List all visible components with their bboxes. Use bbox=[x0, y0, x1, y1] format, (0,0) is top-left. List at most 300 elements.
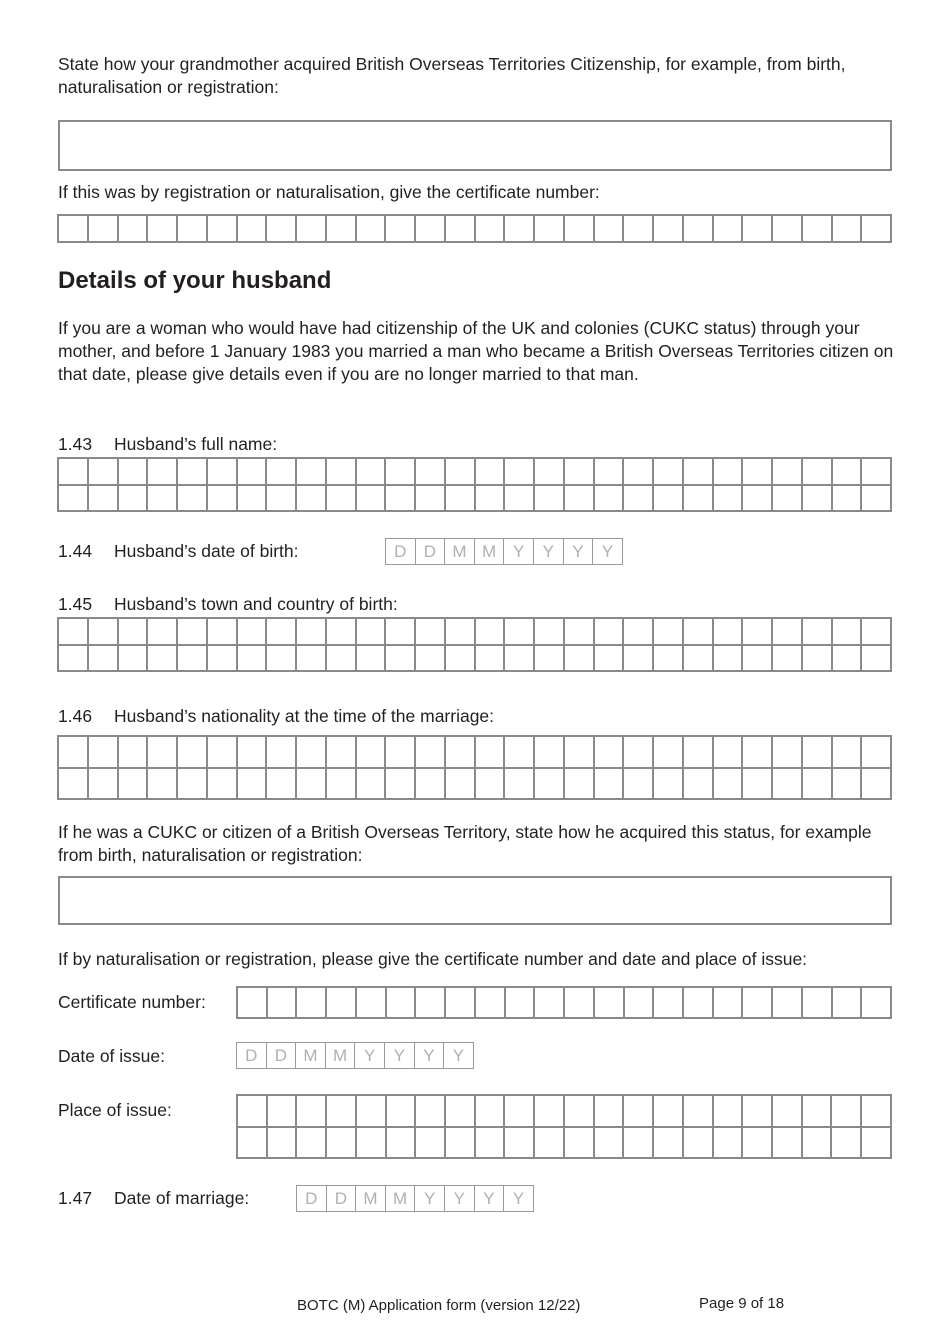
char-box[interactable] bbox=[773, 486, 803, 513]
char-box[interactable] bbox=[119, 737, 149, 769]
char-box[interactable] bbox=[773, 216, 803, 243]
char-box[interactable] bbox=[535, 486, 565, 513]
char-box[interactable] bbox=[327, 619, 357, 646]
char-box[interactable] bbox=[684, 1128, 714, 1160]
char-box[interactable] bbox=[595, 216, 625, 243]
char-box[interactable] bbox=[743, 486, 773, 513]
char-box[interactable] bbox=[505, 486, 535, 513]
char-box[interactable] bbox=[654, 1096, 684, 1128]
char-box[interactable] bbox=[386, 459, 416, 486]
place-of-issue-field[interactable] bbox=[236, 1094, 892, 1159]
husband-nationality-field[interactable] bbox=[57, 735, 892, 800]
husband-section-intro: If you are a woman who would have had citizenship of the UK and colonies (CUKC status) through your mother, and before 1 January 1983 you married a man who became a British Overseas Territories citizen on that date, please give details even if you are no longer married to that man. bbox=[58, 318, 894, 384]
char-box[interactable] bbox=[505, 1128, 535, 1160]
char-box[interactable] bbox=[119, 619, 149, 646]
char-box[interactable] bbox=[327, 769, 357, 801]
question-number: 1.44 bbox=[58, 541, 93, 561]
char-box[interactable] bbox=[59, 486, 89, 513]
char-box[interactable] bbox=[208, 459, 238, 486]
char-box[interactable] bbox=[714, 769, 744, 801]
char-box[interactable] bbox=[743, 619, 773, 646]
char-box[interactable] bbox=[238, 988, 268, 1019]
date-char-box[interactable]: Y bbox=[564, 539, 594, 565]
char-box[interactable] bbox=[862, 646, 892, 673]
char-box[interactable] bbox=[743, 459, 773, 486]
char-box[interactable] bbox=[327, 1096, 357, 1128]
char-box[interactable] bbox=[327, 216, 357, 243]
char-box[interactable] bbox=[743, 216, 773, 243]
char-box[interactable] bbox=[476, 769, 506, 801]
char-box[interactable] bbox=[862, 486, 892, 513]
char-box[interactable] bbox=[476, 619, 506, 646]
char-box[interactable] bbox=[446, 737, 476, 769]
char-box[interactable] bbox=[148, 769, 178, 801]
char-box[interactable] bbox=[178, 486, 208, 513]
date-char-box[interactable]: Y bbox=[355, 1043, 385, 1069]
char-box[interactable] bbox=[654, 988, 684, 1019]
char-box[interactable] bbox=[148, 486, 178, 513]
char-box[interactable] bbox=[476, 1128, 506, 1160]
char-box[interactable] bbox=[862, 619, 892, 646]
char-box[interactable] bbox=[416, 737, 446, 769]
char-box[interactable] bbox=[714, 737, 744, 769]
date-char-box[interactable]: M bbox=[386, 1186, 416, 1212]
char-box[interactable] bbox=[297, 737, 327, 769]
char-box[interactable] bbox=[684, 619, 714, 646]
char-box[interactable] bbox=[595, 1096, 625, 1128]
char-box[interactable] bbox=[833, 646, 863, 673]
char-box[interactable] bbox=[714, 459, 744, 486]
char-box[interactable] bbox=[327, 646, 357, 673]
char-box[interactable] bbox=[743, 988, 773, 1019]
char-box[interactable] bbox=[803, 737, 833, 769]
char-box[interactable] bbox=[654, 646, 684, 673]
char-box[interactable] bbox=[327, 737, 357, 769]
char-box[interactable] bbox=[714, 216, 744, 243]
char-box[interactable] bbox=[267, 459, 297, 486]
char-box[interactable] bbox=[595, 769, 625, 801]
char-box[interactable] bbox=[714, 619, 744, 646]
date-char-box[interactable]: Y bbox=[445, 1186, 475, 1212]
char-box[interactable] bbox=[119, 216, 149, 243]
char-box[interactable] bbox=[178, 619, 208, 646]
char-box[interactable] bbox=[833, 619, 863, 646]
date-char-box[interactable]: Y bbox=[504, 1186, 534, 1212]
char-box[interactable] bbox=[803, 619, 833, 646]
char-box[interactable] bbox=[476, 459, 506, 486]
date-char-box[interactable]: D bbox=[416, 539, 446, 565]
char-box[interactable] bbox=[267, 619, 297, 646]
char-box[interactable] bbox=[862, 1128, 892, 1160]
char-box[interactable] bbox=[386, 486, 416, 513]
char-box[interactable] bbox=[386, 646, 416, 673]
char-box[interactable] bbox=[803, 216, 833, 243]
char-box[interactable] bbox=[357, 619, 387, 646]
grandmother-certificate-number-field[interactable] bbox=[57, 214, 892, 243]
char-box[interactable] bbox=[684, 737, 714, 769]
char-box[interactable] bbox=[357, 769, 387, 801]
date-char-box[interactable]: Y bbox=[385, 1043, 415, 1069]
char-box[interactable] bbox=[446, 769, 476, 801]
char-box[interactable] bbox=[59, 646, 89, 673]
char-box[interactable] bbox=[357, 459, 387, 486]
char-box[interactable] bbox=[446, 486, 476, 513]
char-box[interactable] bbox=[268, 1096, 298, 1128]
char-box[interactable] bbox=[505, 619, 535, 646]
char-box[interactable] bbox=[565, 646, 595, 673]
char-box[interactable] bbox=[386, 216, 416, 243]
char-box[interactable] bbox=[387, 1128, 417, 1160]
date-char-box[interactable]: D bbox=[267, 1043, 297, 1069]
char-box[interactable] bbox=[803, 1128, 833, 1160]
char-box[interactable] bbox=[238, 486, 268, 513]
char-box[interactable] bbox=[327, 988, 357, 1019]
char-box[interactable] bbox=[238, 619, 268, 646]
char-box[interactable] bbox=[148, 646, 178, 673]
char-box[interactable] bbox=[595, 646, 625, 673]
char-box[interactable] bbox=[773, 459, 803, 486]
char-box[interactable] bbox=[238, 1096, 268, 1128]
char-box[interactable] bbox=[148, 216, 178, 243]
char-box[interactable] bbox=[357, 486, 387, 513]
char-box[interactable] bbox=[476, 216, 506, 243]
char-box[interactable] bbox=[178, 216, 208, 243]
date-char-box[interactable]: D bbox=[237, 1043, 267, 1069]
char-box[interactable] bbox=[684, 216, 714, 243]
char-box[interactable] bbox=[624, 459, 654, 486]
char-box[interactable] bbox=[773, 619, 803, 646]
char-box[interactable] bbox=[833, 769, 863, 801]
char-box[interactable] bbox=[684, 459, 714, 486]
char-box[interactable] bbox=[565, 769, 595, 801]
char-box[interactable] bbox=[387, 988, 417, 1019]
char-box[interactable] bbox=[446, 459, 476, 486]
char-box[interactable] bbox=[565, 988, 595, 1019]
char-box[interactable] bbox=[89, 619, 119, 646]
char-box[interactable] bbox=[773, 1096, 803, 1128]
char-box[interactable] bbox=[684, 988, 714, 1019]
char-box[interactable] bbox=[624, 646, 654, 673]
char-box[interactable] bbox=[119, 646, 149, 673]
char-box[interactable] bbox=[832, 1096, 862, 1128]
char-box[interactable] bbox=[268, 988, 298, 1019]
char-box[interactable] bbox=[505, 769, 535, 801]
char-box[interactable] bbox=[178, 737, 208, 769]
q144-label bbox=[58, 540, 299, 562]
char-box[interactable] bbox=[803, 769, 833, 801]
char-box[interactable] bbox=[684, 1096, 714, 1128]
char-box[interactable] bbox=[119, 769, 149, 801]
char-box[interactable] bbox=[535, 646, 565, 673]
char-box[interactable] bbox=[357, 216, 387, 243]
char-box[interactable] bbox=[89, 646, 119, 673]
char-box[interactable] bbox=[386, 737, 416, 769]
char-box[interactable] bbox=[684, 486, 714, 513]
char-box[interactable] bbox=[148, 459, 178, 486]
char-box[interactable] bbox=[267, 216, 297, 243]
char-box[interactable] bbox=[862, 1096, 892, 1128]
date-char-box[interactable]: M bbox=[445, 539, 475, 565]
char-box[interactable] bbox=[119, 486, 149, 513]
char-box[interactable] bbox=[416, 646, 446, 673]
char-box[interactable] bbox=[208, 769, 238, 801]
certificate-number-field[interactable] bbox=[236, 986, 892, 1019]
char-box[interactable] bbox=[416, 216, 446, 243]
char-box[interactable] bbox=[803, 486, 833, 513]
char-box[interactable] bbox=[833, 988, 863, 1019]
char-box[interactable] bbox=[59, 459, 89, 486]
char-box[interactable] bbox=[654, 737, 684, 769]
char-box[interactable] bbox=[416, 988, 446, 1019]
char-box[interactable] bbox=[505, 1096, 535, 1128]
char-box[interactable] bbox=[743, 769, 773, 801]
date-char-box[interactable]: Y bbox=[415, 1186, 445, 1212]
char-box[interactable] bbox=[357, 646, 387, 673]
char-box[interactable] bbox=[654, 619, 684, 646]
date-char-box[interactable]: Y bbox=[534, 539, 564, 565]
char-box[interactable] bbox=[416, 1128, 446, 1160]
char-box[interactable] bbox=[505, 459, 535, 486]
char-box[interactable] bbox=[565, 216, 595, 243]
char-box[interactable] bbox=[862, 988, 892, 1019]
char-box[interactable] bbox=[832, 1128, 862, 1160]
char-box[interactable] bbox=[506, 988, 536, 1019]
char-box[interactable] bbox=[862, 216, 892, 243]
char-box[interactable] bbox=[773, 1128, 803, 1160]
date-char-box[interactable]: Y bbox=[504, 539, 534, 565]
char-box[interactable] bbox=[833, 737, 863, 769]
char-box[interactable] bbox=[267, 486, 297, 513]
husband-dob-field[interactable] bbox=[385, 538, 623, 565]
char-box[interactable] bbox=[862, 769, 892, 801]
char-box[interactable] bbox=[654, 486, 684, 513]
char-box[interactable] bbox=[595, 1128, 625, 1160]
date-char-box[interactable]: Y bbox=[475, 1186, 505, 1212]
char-box[interactable] bbox=[535, 459, 565, 486]
char-box[interactable] bbox=[833, 459, 863, 486]
char-box[interactable] bbox=[446, 1096, 476, 1128]
char-box[interactable] bbox=[89, 737, 119, 769]
char-box[interactable] bbox=[624, 619, 654, 646]
char-box[interactable] bbox=[267, 769, 297, 801]
char-box[interactable] bbox=[148, 737, 178, 769]
char-box[interactable] bbox=[773, 646, 803, 673]
char-box[interactable] bbox=[743, 1128, 773, 1160]
char-box[interactable] bbox=[297, 619, 327, 646]
char-box[interactable] bbox=[327, 1128, 357, 1160]
char-box[interactable] bbox=[357, 988, 387, 1019]
char-box[interactable] bbox=[89, 769, 119, 801]
char-box[interactable] bbox=[297, 459, 327, 486]
char-box[interactable] bbox=[208, 216, 238, 243]
char-box[interactable] bbox=[268, 1128, 298, 1160]
char-box[interactable] bbox=[535, 1096, 565, 1128]
char-box[interactable] bbox=[595, 619, 625, 646]
char-box[interactable] bbox=[387, 1096, 417, 1128]
char-box[interactable] bbox=[297, 216, 327, 243]
char-box[interactable] bbox=[446, 988, 476, 1019]
date-char-box[interactable]: M bbox=[356, 1186, 386, 1212]
char-box[interactable] bbox=[803, 1096, 833, 1128]
char-box[interactable] bbox=[862, 737, 892, 769]
char-box[interactable] bbox=[803, 988, 833, 1019]
date-of-marriage-field[interactable] bbox=[296, 1185, 534, 1212]
char-box[interactable] bbox=[535, 737, 565, 769]
char-box[interactable] bbox=[208, 619, 238, 646]
char-box[interactable] bbox=[773, 769, 803, 801]
char-box[interactable] bbox=[535, 988, 565, 1019]
char-box[interactable] bbox=[476, 1096, 506, 1128]
char-box[interactable] bbox=[773, 988, 803, 1019]
char-box[interactable] bbox=[565, 459, 595, 486]
char-box[interactable] bbox=[267, 737, 297, 769]
char-box[interactable] bbox=[743, 737, 773, 769]
char-box[interactable] bbox=[624, 737, 654, 769]
char-box[interactable] bbox=[446, 216, 476, 243]
char-box[interactable] bbox=[357, 1096, 387, 1128]
char-box[interactable] bbox=[386, 769, 416, 801]
date-char-box[interactable]: Y bbox=[593, 539, 623, 565]
char-box[interactable] bbox=[178, 769, 208, 801]
char-box[interactable] bbox=[624, 486, 654, 513]
char-box[interactable] bbox=[684, 769, 714, 801]
char-box[interactable] bbox=[803, 459, 833, 486]
date-char-box[interactable]: D bbox=[297, 1186, 327, 1212]
char-box[interactable] bbox=[714, 988, 744, 1019]
char-box[interactable] bbox=[416, 619, 446, 646]
husband-birthplace-field[interactable] bbox=[57, 617, 892, 672]
char-box[interactable] bbox=[684, 646, 714, 673]
char-box[interactable] bbox=[446, 619, 476, 646]
char-box[interactable] bbox=[654, 1128, 684, 1160]
char-box[interactable] bbox=[505, 737, 535, 769]
char-box[interactable] bbox=[297, 646, 327, 673]
char-box[interactable] bbox=[416, 486, 446, 513]
char-box[interactable] bbox=[327, 459, 357, 486]
char-box[interactable] bbox=[416, 769, 446, 801]
char-box[interactable] bbox=[565, 619, 595, 646]
char-box[interactable] bbox=[297, 988, 327, 1019]
date-char-box[interactable]: Y bbox=[444, 1043, 474, 1069]
char-box[interactable] bbox=[803, 646, 833, 673]
char-box[interactable] bbox=[862, 459, 892, 486]
char-box[interactable] bbox=[238, 216, 268, 243]
char-box[interactable] bbox=[833, 216, 863, 243]
char-box[interactable] bbox=[476, 988, 506, 1019]
char-box[interactable] bbox=[59, 769, 89, 801]
char-box[interactable] bbox=[208, 646, 238, 673]
char-box[interactable] bbox=[595, 459, 625, 486]
char-box[interactable] bbox=[238, 459, 268, 486]
date-of-issue-field[interactable] bbox=[236, 1042, 474, 1069]
char-box[interactable] bbox=[624, 1128, 654, 1160]
char-box[interactable] bbox=[624, 216, 654, 243]
char-box[interactable] bbox=[505, 646, 535, 673]
date-char-box[interactable]: D bbox=[386, 539, 416, 565]
char-box[interactable] bbox=[238, 769, 268, 801]
date-char-box[interactable]: M bbox=[326, 1043, 356, 1069]
husband-full-name-field[interactable] bbox=[57, 457, 892, 512]
char-box[interactable] bbox=[386, 619, 416, 646]
char-box[interactable] bbox=[595, 988, 625, 1019]
char-box[interactable] bbox=[595, 486, 625, 513]
char-box[interactable] bbox=[743, 646, 773, 673]
char-box[interactable] bbox=[297, 769, 327, 801]
char-box[interactable] bbox=[654, 216, 684, 243]
char-box[interactable] bbox=[208, 737, 238, 769]
char-box[interactable] bbox=[89, 216, 119, 243]
husband-status-field[interactable] bbox=[58, 876, 892, 925]
char-box[interactable] bbox=[208, 486, 238, 513]
char-box[interactable] bbox=[833, 486, 863, 513]
char-box[interactable] bbox=[625, 988, 655, 1019]
date-char-box[interactable]: M bbox=[296, 1043, 326, 1069]
char-box[interactable] bbox=[119, 459, 149, 486]
char-box[interactable] bbox=[565, 486, 595, 513]
char-box[interactable] bbox=[773, 737, 803, 769]
char-box[interactable] bbox=[714, 1128, 744, 1160]
char-box[interactable] bbox=[535, 1128, 565, 1160]
date-char-box[interactable]: D bbox=[327, 1186, 357, 1212]
char-box[interactable] bbox=[535, 769, 565, 801]
char-box[interactable] bbox=[654, 769, 684, 801]
char-box[interactable] bbox=[595, 737, 625, 769]
char-box[interactable] bbox=[89, 486, 119, 513]
char-box[interactable] bbox=[743, 1096, 773, 1128]
char-box[interactable] bbox=[297, 1096, 327, 1128]
char-box[interactable] bbox=[178, 646, 208, 673]
char-box[interactable] bbox=[476, 737, 506, 769]
char-box[interactable] bbox=[505, 216, 535, 243]
char-box[interactable] bbox=[565, 737, 595, 769]
char-box[interactable] bbox=[238, 737, 268, 769]
char-box[interactable] bbox=[624, 1096, 654, 1128]
char-box[interactable] bbox=[714, 646, 744, 673]
char-box[interactable] bbox=[59, 619, 89, 646]
char-box[interactable] bbox=[624, 769, 654, 801]
char-box[interactable] bbox=[267, 646, 297, 673]
date-char-box[interactable]: Y bbox=[415, 1043, 445, 1069]
char-box[interactable] bbox=[89, 459, 119, 486]
char-box[interactable] bbox=[297, 1128, 327, 1160]
char-box[interactable] bbox=[416, 459, 446, 486]
date-char-box[interactable]: M bbox=[475, 539, 505, 565]
char-box[interactable] bbox=[535, 216, 565, 243]
char-box[interactable] bbox=[654, 459, 684, 486]
char-box[interactable] bbox=[416, 1096, 446, 1128]
char-box[interactable] bbox=[59, 216, 89, 243]
grandmother-acquired-field[interactable] bbox=[58, 120, 892, 171]
char-box[interactable] bbox=[446, 646, 476, 673]
char-box[interactable] bbox=[148, 619, 178, 646]
char-box[interactable] bbox=[327, 486, 357, 513]
char-box[interactable] bbox=[297, 486, 327, 513]
char-box[interactable] bbox=[446, 1128, 476, 1160]
char-box[interactable] bbox=[357, 737, 387, 769]
char-box[interactable] bbox=[476, 486, 506, 513]
char-box[interactable] bbox=[178, 459, 208, 486]
char-box[interactable] bbox=[565, 1096, 595, 1128]
char-box[interactable] bbox=[357, 1128, 387, 1160]
char-box[interactable] bbox=[714, 486, 744, 513]
char-box[interactable] bbox=[714, 1096, 744, 1128]
char-box[interactable] bbox=[238, 1128, 268, 1160]
char-box[interactable] bbox=[238, 646, 268, 673]
char-box[interactable] bbox=[535, 619, 565, 646]
char-box[interactable] bbox=[476, 646, 506, 673]
char-box[interactable] bbox=[565, 1128, 595, 1160]
char-box[interactable] bbox=[59, 737, 89, 769]
